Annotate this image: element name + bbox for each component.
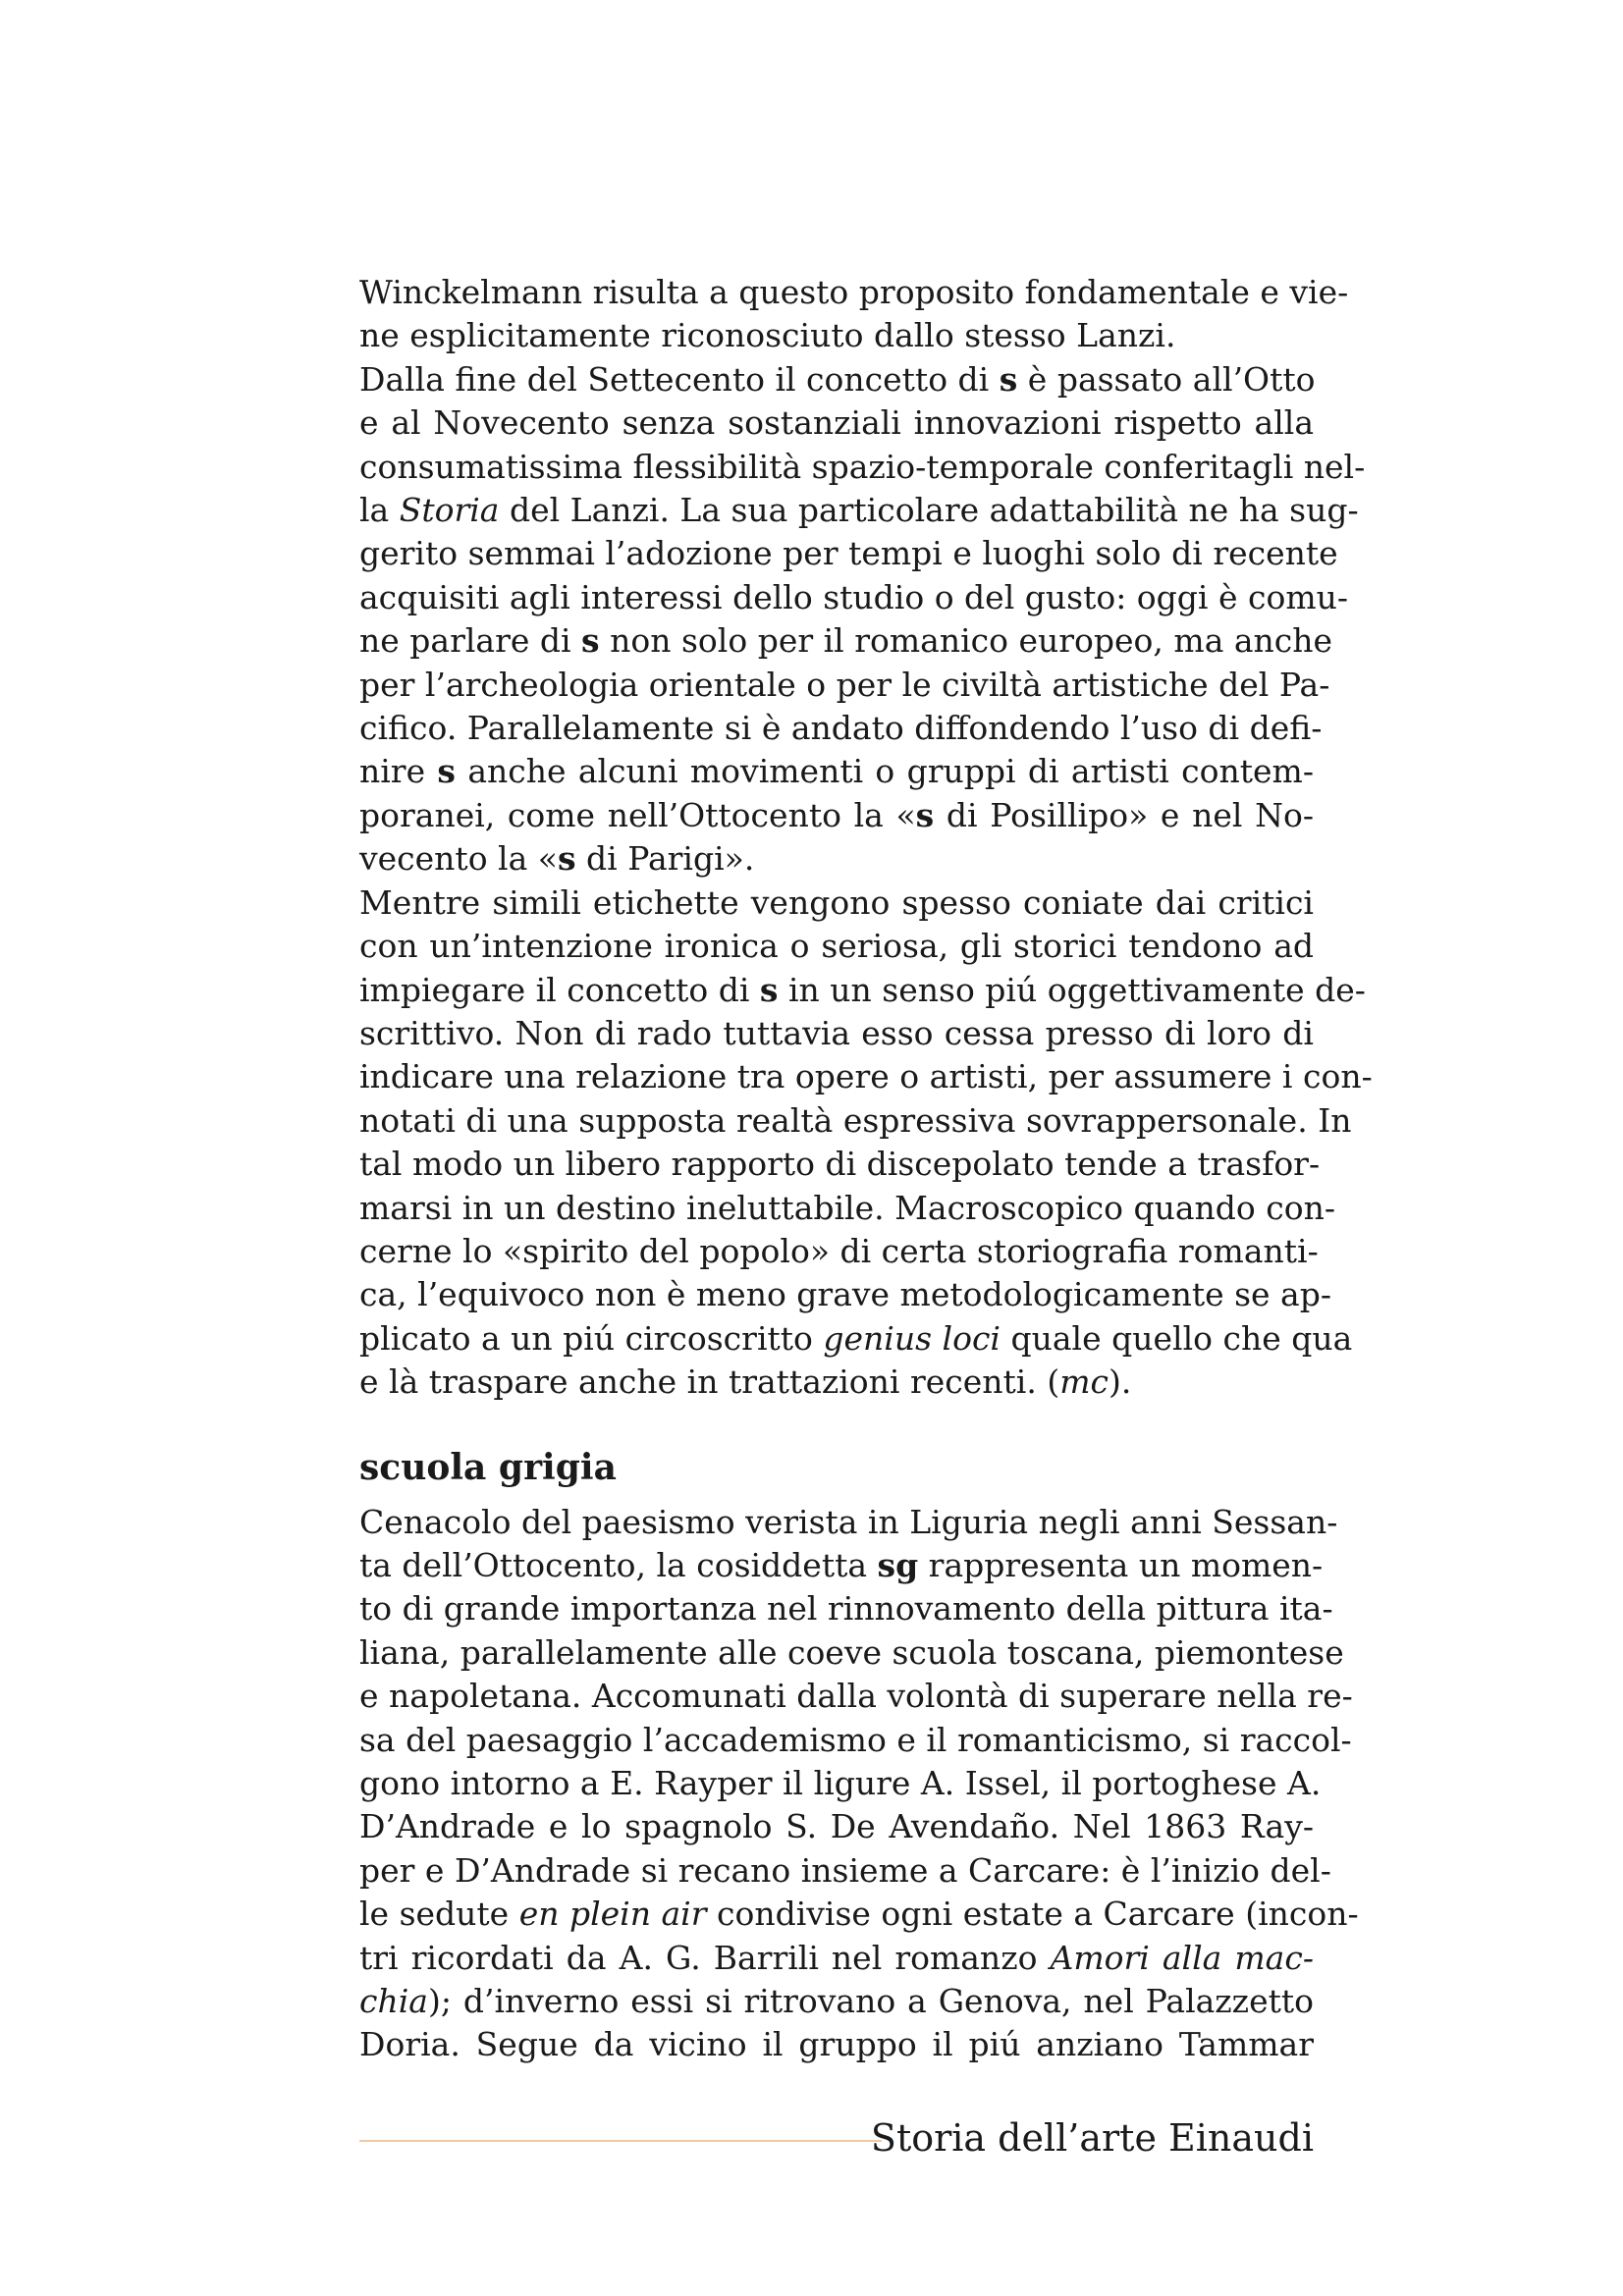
page-body [359, 271, 1373, 2067]
text-line: e napoletana. Accomunati dalla volontà di superare nella re- [359, 1677, 1353, 1716]
text-line: poranei, come nell’Ottocento la «s di Posillipo» e nel No- [359, 795, 1314, 834]
text-line: impiegare il concetto di s in un senso piú oggettivamente de- [359, 970, 1366, 1009]
footer-publisher-title: Storia dell’arte Einaudi [870, 2116, 1314, 2160]
text-line: ne parlare di s non solo per il romanico europeo, ma anche [359, 621, 1333, 661]
text-line: ca, l’equivoco non è meno grave metodologicamente se ap- [359, 1275, 1331, 1314]
text-line: sa del paesaggio l’accademismo e il romanticismo, si raccol- [359, 1720, 1352, 1759]
text-line: cifico. Parallelamente si è andato diffondendo l’uso di defi- [359, 709, 1323, 748]
text-line: liana, parallelamente alle coeve scuola toscana, piemontese [359, 1632, 1344, 1672]
text-line: plicato a un piú circoscritto genius loci quale quello che qua [359, 1318, 1353, 1358]
text-line: per e D’Andrade si recano insieme a Carcare: è l’inizio del- [359, 1850, 1331, 1890]
text-line: ta dell’Ottocento, la cosiddetta sg rappresenta un momen- [359, 1545, 1324, 1584]
text-line: nire s anche alcuni movimenti o gruppi di artisti contem- [359, 752, 1314, 791]
text-line: la Storia del Lanzi. La sua particolare adattabilità ne ha sug- [359, 491, 1359, 530]
text-line: Doria. Segue da vicino il gruppo il piú anziano Tammar [359, 2025, 1314, 2064]
footer-rule [359, 2140, 882, 2142]
text-line: Dalla fine del Settecento il concetto di s è passato all’Otto [359, 359, 1316, 399]
text-line: tri ricordati da A. G. Barrili nel romanzo Amori alla mac- [359, 1938, 1314, 1977]
text-line: consumatissima flessibilità spazio-temporale conferitagli nel- [359, 447, 1366, 486]
text-line: vecento la «s di Parigi». [359, 839, 755, 879]
text-line: Winckelmann risulta a questo proposito fondamentale e vie- [359, 273, 1349, 311]
text-line: le sedute en plein air condivise ogni estate a Carcare (incon- [359, 1895, 1359, 1934]
text-line: Mentre simili etichette vengono spesso coniate dai critici [359, 882, 1314, 922]
text-line: to di grande importanza nel rinnovamento della pittura ita- [359, 1589, 1333, 1629]
text-line: D’Andrade e lo spagnolo S. De Avendaño. Nel 1863 Ray- [359, 1807, 1314, 1846]
entry-scuola-grigia [359, 1501, 1359, 2067]
text-line: tal modo un libero rapporto di discepolato tende a trasfor- [359, 1145, 1321, 1184]
text-line: cerne lo «spirito del popolo» di certa storiografia romanti- [359, 1231, 1319, 1270]
entry-heading: scuola grigia [359, 1446, 617, 1488]
text-line: scrittivo. Non di rado tuttavia esso cessa presso di loro di [359, 1013, 1314, 1052]
text-line: e là traspare anche in trattazioni recenti. (mc). [359, 1362, 1132, 1402]
text-line: chia); d’inverno essi si ritrovano a Genova, nel Palazzetto [359, 1982, 1314, 2021]
text-line: indicare una relazione tra opere o artisti, per assumere i con- [359, 1057, 1373, 1096]
text-line: acquisiti agli interessi dello studio o del gusto: oggi è comu- [359, 577, 1349, 616]
page-footer [359, 2109, 1314, 2167]
text-line: e al Novecento senza sostanziali innovazioni rispetto alla [359, 403, 1314, 443]
text-line: marsi in un destino ineluttabile. Macroscopico quando con- [359, 1188, 1336, 1227]
text-line: con un’intenzione ironica o seriosa, gli storici tendono ad [359, 927, 1314, 966]
text-line: ne esplicitamente riconosciuto dallo stesso Lanzi. [359, 316, 1176, 355]
entry-scuola-continued [359, 271, 1373, 1405]
text-line: notati di una supposta realtà espressiva sovrappersonale. In [359, 1100, 1352, 1140]
text-line: Cenacolo del paesismo verista in Liguria negli anni Sessan- [359, 1502, 1338, 1541]
text-line: per l’archeologia orientale o per le civiltà artistiche del Pa- [359, 665, 1330, 704]
text-line: gerito semmai l’adozione per tempi e luoghi solo di recente [359, 534, 1338, 573]
text-line: gono intorno a E. Rayper il ligure A. Issel, il portoghese A. [359, 1764, 1322, 1802]
